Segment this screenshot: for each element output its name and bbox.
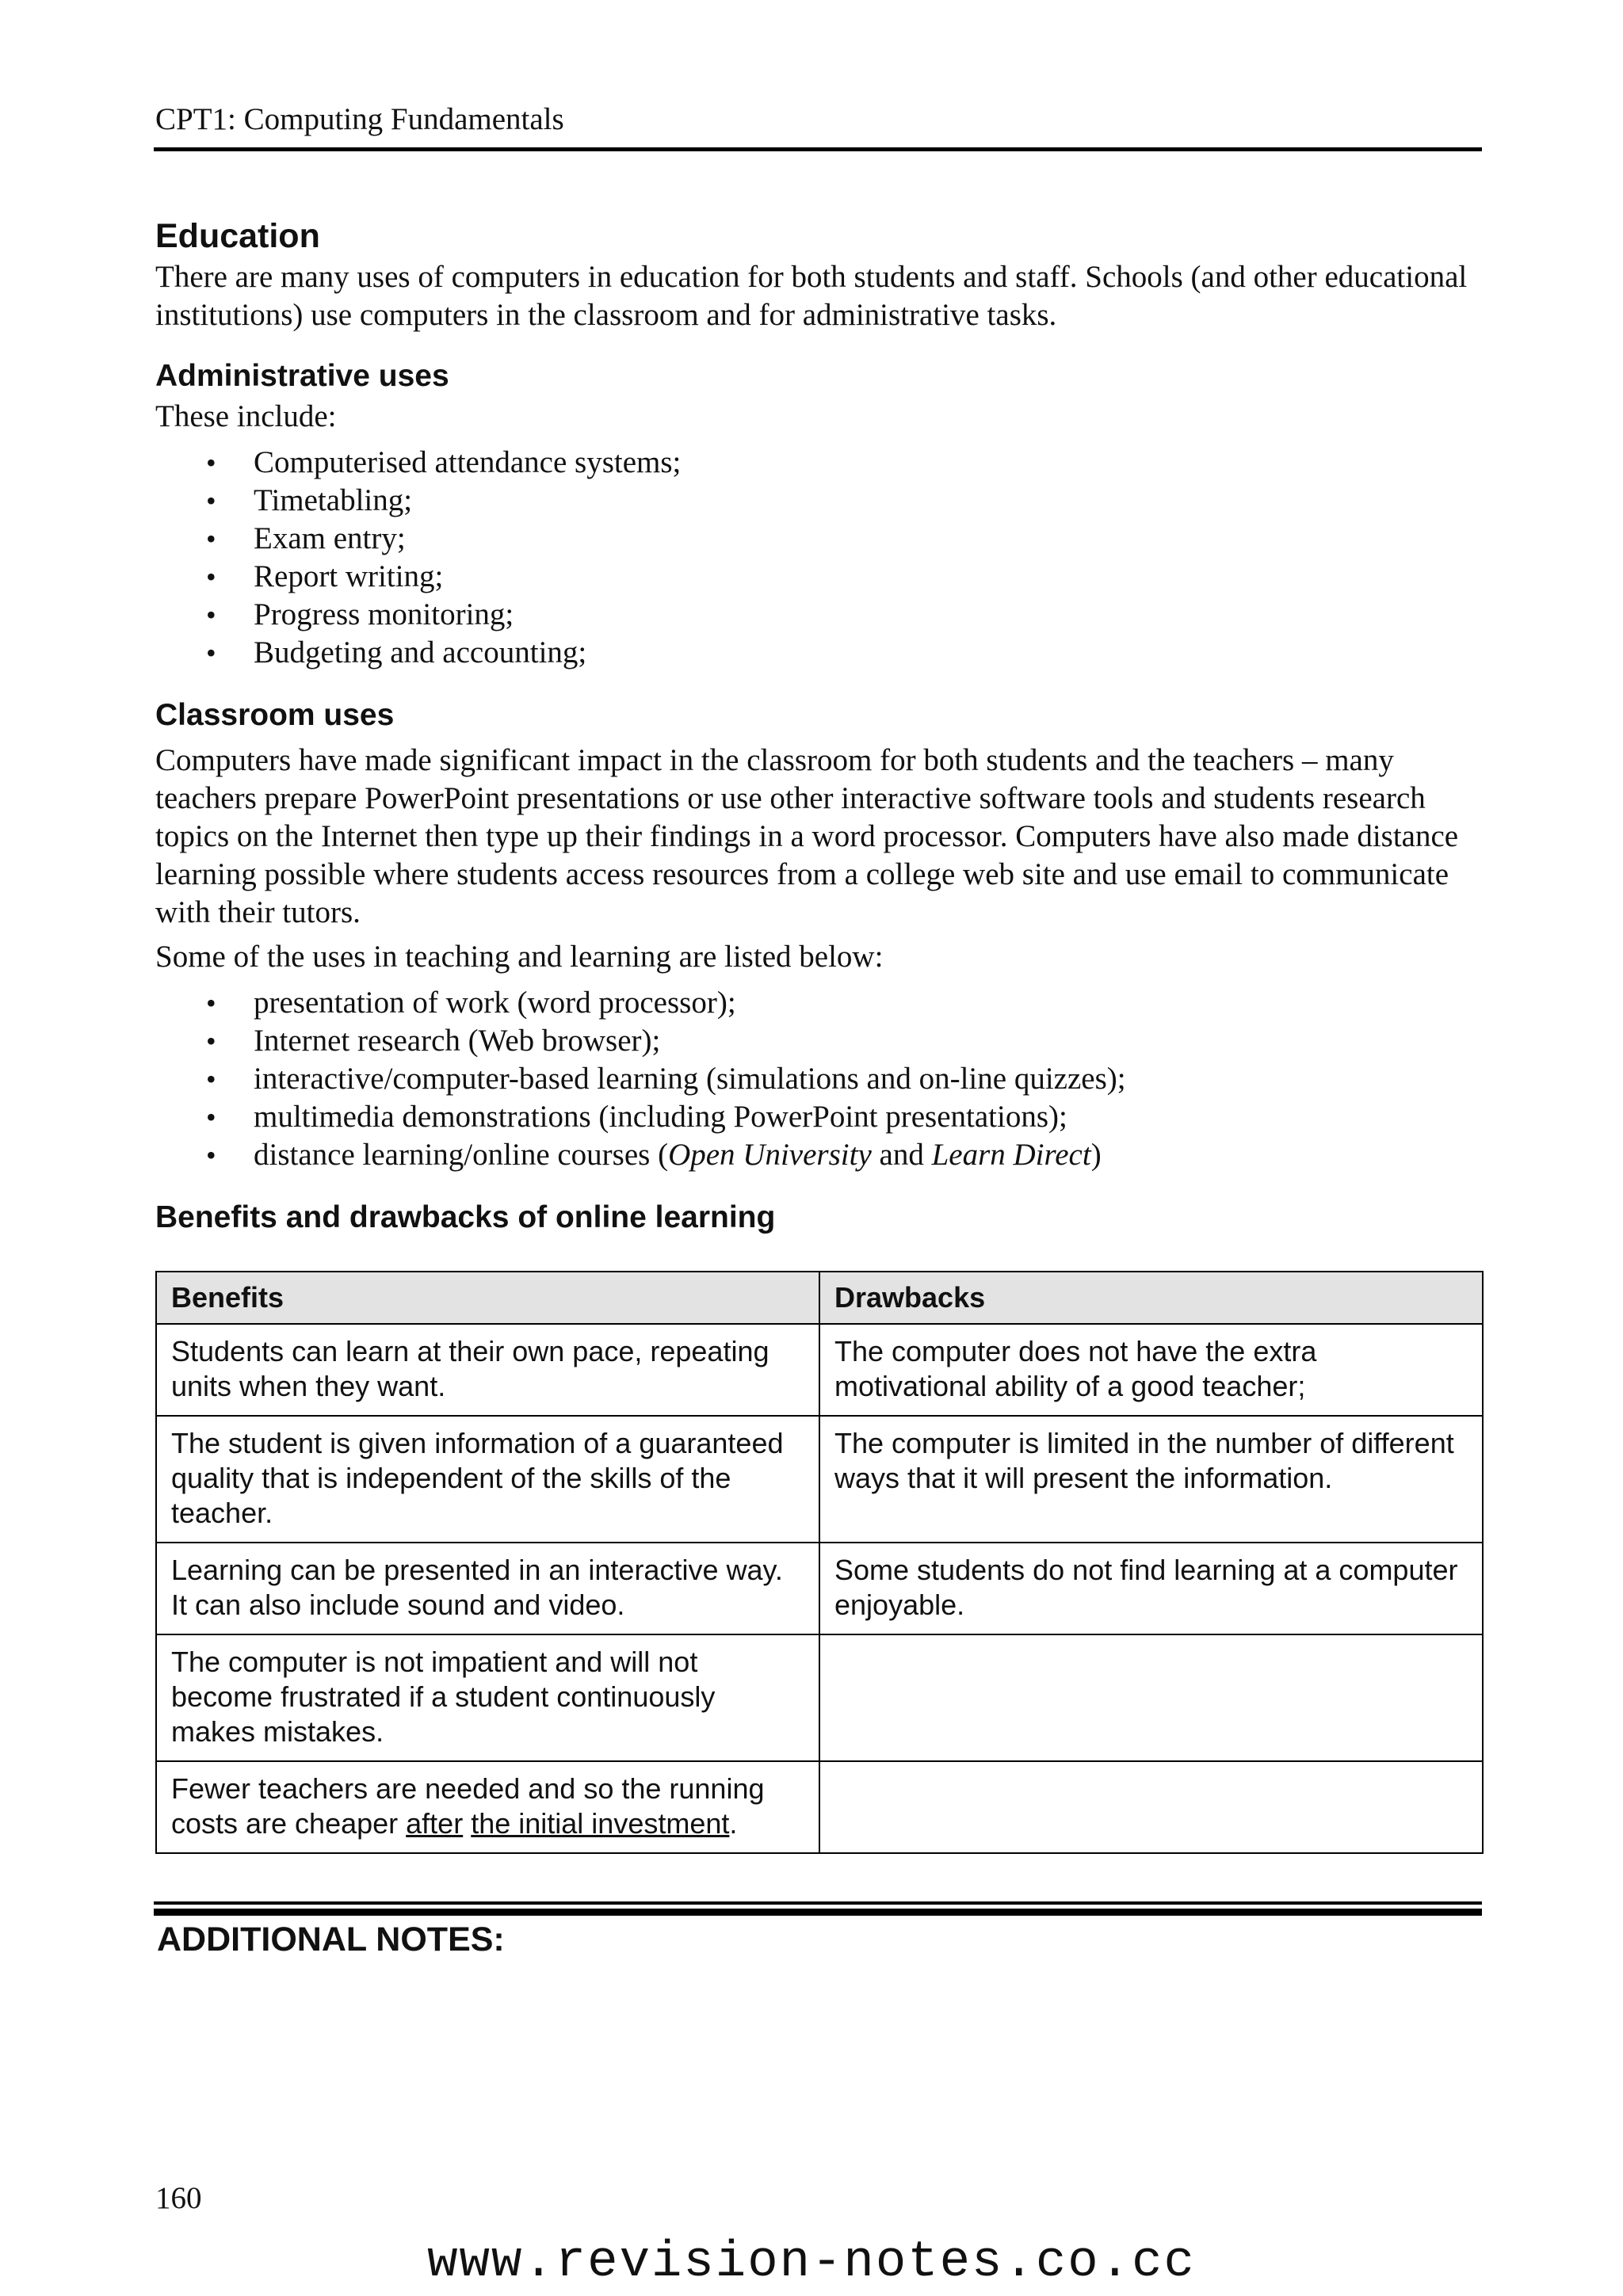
table-row [156, 1761, 1483, 1853]
table-row [156, 1416, 1483, 1543]
benefit-cell: Fewer teachers are needed and so the running costs are cheaper after the initial investment. [156, 1761, 819, 1853]
list-item: • distance learning/online courses (Open University and Learn Direct) [155, 1136, 1484, 1174]
list-item: • Report writing; [155, 558, 1484, 596]
page-number: 160 [155, 2181, 202, 2215]
bullet-icon: • [206, 561, 216, 593]
education-heading: Education [155, 217, 320, 255]
header-rule [154, 147, 1482, 151]
classroom-paragraph: Computers have made significant impact in the classroom for both students and the teachers – many teachers prepare PowerPoint presentations or use other interactive software tools and students research topics on the Internet then type up their findings in a word processor. Computers have also made distance learning possible where students access resources from a college web site and use email to communicate with their tutors. [155, 743, 1459, 929]
footer-site-url: www.revision-notes.co.cc [427, 2234, 1196, 2291]
bullet-icon: • [206, 485, 216, 517]
bullet-icon: • [206, 523, 216, 555]
page-content [155, 214, 1484, 1854]
administrative-list [155, 444, 1484, 672]
list-item: • Exam entry; [155, 520, 1484, 558]
benefits-heading: Benefits and drawbacks of online learning [155, 1200, 776, 1234]
classroom-lead: Some of the uses in teaching and learning are listed below: [155, 940, 884, 974]
list-item: • Internet research (Web browser); [155, 1022, 1484, 1060]
additional-notes-heading: ADDITIONAL NOTES: [157, 1920, 505, 1958]
benefit-cell: Learning can be presented in an interactive way. It can also include sound and video. [156, 1543, 819, 1634]
benefit-cell: The computer is not impatient and will not become frustrated if a student continuously makes mistakes. [156, 1634, 819, 1761]
table-header-row [156, 1272, 1483, 1324]
list-item: • Budgeting and accounting; [155, 634, 1484, 672]
table-row [156, 1543, 1483, 1634]
bullet-icon: • [206, 637, 216, 669]
classroom-heading: Classroom uses [155, 698, 395, 732]
drawbacks-column-header: Drawbacks [819, 1272, 1483, 1324]
bullet-icon: • [206, 1063, 216, 1095]
administrative-lead: These include: [155, 399, 337, 433]
drawback-cell [819, 1761, 1483, 1853]
classroom-list [155, 984, 1484, 1174]
list-item: • interactive/computer-based learning (simulations and on-line quizzes); [155, 1060, 1484, 1098]
list-item: • multimedia demonstrations (including PowerPoint presentations); [155, 1098, 1484, 1136]
bullet-icon: • [206, 1025, 216, 1057]
benefit-cell: The student is given information of a guaranteed quality that is independent of the skills of the teacher. [156, 1416, 819, 1543]
drawback-cell: The computer is limited in the number of different ways that it will present the information. [819, 1416, 1483, 1543]
drawback-cell: The computer does not have the extra motivational ability of a good teacher; [819, 1324, 1483, 1416]
table-row [156, 1324, 1483, 1416]
drawback-cell [819, 1634, 1483, 1761]
administrative-heading: Administrative uses [155, 359, 449, 393]
list-item: • Timetabling; [155, 482, 1484, 520]
bullet-icon: • [206, 1139, 216, 1171]
education-intro: There are many uses of computers in education for both students and staff. Schools (and other educational institutions) use computers in the classroom and for administrative tasks. [155, 260, 1468, 332]
table-row [156, 1634, 1483, 1761]
list-item: • Progress monitoring; [155, 596, 1484, 634]
running-header: CPT1: Computing Fundamentals [155, 102, 564, 136]
bullet-icon: • [206, 599, 216, 631]
benefits-drawbacks-table [155, 1271, 1484, 1854]
bullet-icon: • [206, 987, 216, 1019]
list-item: • presentation of work (word processor); [155, 984, 1484, 1022]
notes-divider [154, 1901, 1482, 1916]
bullet-icon: • [206, 1101, 216, 1133]
benefit-cell: Students can learn at their own pace, repeating units when they want. [156, 1324, 819, 1416]
benefits-column-header: Benefits [156, 1272, 819, 1324]
list-item: • Computerised attendance systems; [155, 444, 1484, 482]
bullet-icon: • [206, 447, 216, 479]
drawback-cell: Some students do not find learning at a computer enjoyable. [819, 1543, 1483, 1634]
